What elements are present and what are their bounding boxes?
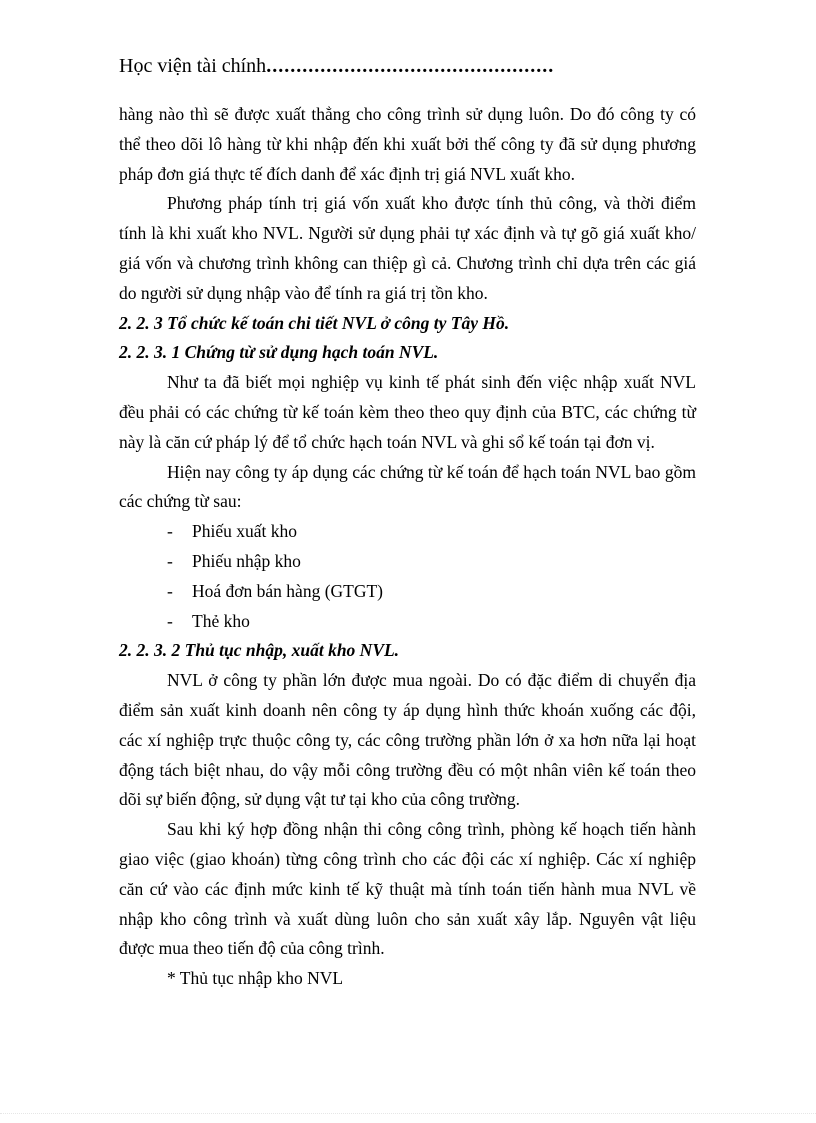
list-bullet: -: [167, 521, 173, 542]
list-item-text: Hoá đơn bán hàng (GTGT): [192, 580, 384, 601]
document-body: [119, 100, 696, 994]
list-bullet: -: [167, 550, 173, 571]
list-bullet: -: [167, 610, 173, 631]
list-item-text: Phiếu xuất kho: [192, 521, 297, 542]
header-dot-leader: ................................................: [266, 55, 555, 77]
list-item: [119, 547, 696, 577]
paragraph-import-procedure: * Thủ tục nhập kho NVL: [167, 968, 344, 989]
paragraph-vouchers-list-intro: Hiện nay công ty áp dụng các chứng từ kế toán để hạch toán NVL bao gồm các chứng từ sau:: [119, 461, 696, 512]
page-header: [119, 52, 704, 80]
list-item-text: Thẻ kho: [192, 610, 250, 631]
paragraph-vouchers-intro: Như ta đã biết mọi nghiệp vụ kinh tế phát sinh đến việc nhập xuất NVL đều phải có các chứng từ kế toán kèm theo theo quy định của BTC, các chứng từ này là căn cứ pháp lý để tổ chức hạch toán NVL và ghi sổ kế toán tại đơn vị.: [119, 372, 696, 452]
section-heading-2-2-3-2: 2. 2. 3. 2 Thủ tục nhập, xuất kho NVL.: [119, 640, 400, 661]
paragraph-continuation: hàng nào thì sẽ được xuất thẳng cho công trình sử dụng luôn. Do đó công ty có thể theo dõi lô hàng từ khi nhập đến khi xuất bởi thế công ty đã sử dụng phương pháp đơn giá thực tế đích danh để xác định trị giá NVL xuất kho.: [119, 104, 696, 184]
voucher-list: [119, 517, 696, 636]
list-item: [119, 607, 696, 637]
paragraph-cost-method: Phương pháp tính trị giá vốn xuất kho được tính thủ công, và thời điểm tính là khi xuất kho NVL. Người sử dụng phải tự xác định và tự gõ giá xuất kho/ giá vốn và chương trình không can thiệp gì cả. Chương trình chỉ dựa trên các giá do người sử dụng nhập vào để tính ra giá trị tồn kho.: [119, 193, 696, 303]
section-heading-2-2-3: 2. 2. 3 Tổ chức kế toán chi tiết NVL ở công ty Tây Hồ.: [119, 312, 510, 333]
header-title: Học viện tài chính: [119, 55, 267, 77]
list-bullet: -: [167, 580, 173, 601]
list-item-text: Phiếu nhập kho: [192, 550, 301, 571]
section-heading-2-2-3-1: 2. 2. 3. 1 Chứng từ sử dụng hạch toán NVL.: [119, 342, 439, 363]
list-item: [119, 577, 696, 607]
paragraph-procurement: NVL ở công ty phần lớn được mua ngoài. Do có đặc điểm di chuyển địa điểm sản xuất kinh doanh nên công ty áp dụng hình thức khoán xuống các đội, các xí nghiệp trực thuộc công ty, các công trường phần lớn ở xa hơn nữa lại hoạt động tách biệt nhau, do vậy mỗi công trường đều có một nhân viên kế toán theo dõi sự biến động, sử dụng vật tư tại kho của công trường.: [119, 670, 696, 810]
list-item: [119, 517, 696, 547]
page-bottom-divider: [0, 1113, 816, 1114]
paragraph-contract-process: Sau khi ký hợp đồng nhận thi công công trình, phòng kế hoạch tiến hành giao việc (giao khoán) từng công trình cho các đội các xí nghiệp. Các xí nghiệp căn cứ vào các định mức kinh tế kỹ thuật mà tính toán tiến hành mua NVL về nhập kho công trình và xuất dùng luôn cho sản xuất xây lắp. Nguyên vật liệu được mua theo tiến độ của công trình.: [119, 819, 696, 959]
